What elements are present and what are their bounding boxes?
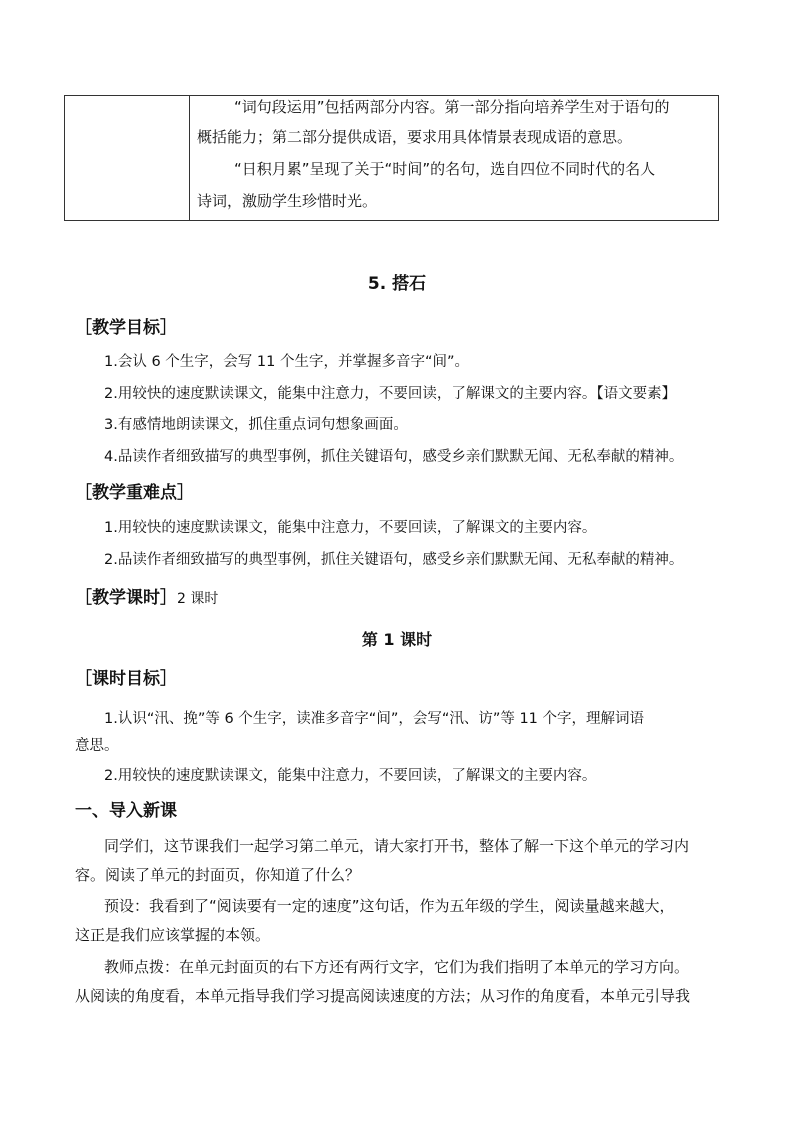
key-points-heading: ［教学重难点］ xyxy=(75,483,194,503)
periods-heading-label: ［教学课时］ xyxy=(75,588,177,608)
goal-item: 3.有感情地朗读课文，抓住重点词句想象画面。 xyxy=(104,417,408,433)
body-line: 同学们，这节课我们一起学习第二单元，请大家打开书，整体了解一下这个单元的学习内 xyxy=(104,837,690,855)
period-title: 第 1 课时 xyxy=(361,630,433,649)
body-line: 从阅读的角度看，本单元指导我们学习提高阅读速度的方法；从习作的角度看，本单元引导我 xyxy=(75,987,691,1005)
goal-item: 4.品读作者细致描写的典型事例，抓住关键语句，感受乡亲们默默无闻、无私奉献的精神。 xyxy=(104,449,684,465)
key-point-item: 1.用较快的速度默读课文，能集中注意力，不要回读，了解课文的主要内容。 xyxy=(104,520,597,536)
lesson-title: 5. 搭石 xyxy=(367,274,427,294)
table-line: “日积月累”呈现了关于“时间”的名句，选自四位不同时代的名人 xyxy=(234,160,656,178)
body-line: 预设：我看到了“阅读要有一定的速度”这句话，作为五年级的学生，阅读量越来越大， xyxy=(104,897,675,915)
table-line: “词句段运用”包括两部分内容。第一部分指向培养学生对于语句的 xyxy=(234,98,670,116)
table-line: 诗词，激励学生珍惜时光。 xyxy=(197,192,378,210)
body-line: 这正是我们应该掌握的本领。 xyxy=(75,926,271,944)
table-right-cell xyxy=(190,96,718,220)
table-left-cell xyxy=(65,96,190,220)
body-line: 教师点拨：在单元封面页的右下方还有两行文字，它们为我们指明了本单元的学习方向。 xyxy=(104,958,690,976)
goal-item: 1.会认 6 个生字，会写 11 个生字，并掌握多音字“间”。 xyxy=(104,354,469,370)
period-goal-line: 意思。 xyxy=(75,738,119,754)
table-line: 概括能力；第二部分提供成语，要求用具体情景表现成语的意思。 xyxy=(197,128,633,146)
periods-value: 2 课时 xyxy=(177,591,219,607)
periods-heading xyxy=(75,587,218,610)
key-point-item: 2.品读作者细致描写的典型事例，抓住关键语句，感受乡亲们默默无闻、无私奉献的精神。 xyxy=(104,552,684,568)
period-goal-line: 1.认识“汛、挽”等 6 个生字，读准多音字“间”，会写“汛、访”等 11 个字，理解词语 xyxy=(104,711,645,727)
section-one-heading: 一、导入新课 xyxy=(75,801,177,821)
period-goal-line: 2.用较快的速度默读课文，能集中注意力，不要回读，了解课文的主要内容。 xyxy=(104,768,597,784)
content-table xyxy=(64,95,719,221)
body-line: 容。阅读了单元的封面页，你知道了什么？ xyxy=(75,866,361,884)
teaching-goals-heading: ［教学目标］ xyxy=(75,318,177,338)
goal-item: 2.用较快的速度默读课文，能集中注意力，不要回读，了解课文的主要内容。【语文要素】 xyxy=(104,386,677,402)
period-goals-heading: ［课时目标］ xyxy=(75,669,177,689)
